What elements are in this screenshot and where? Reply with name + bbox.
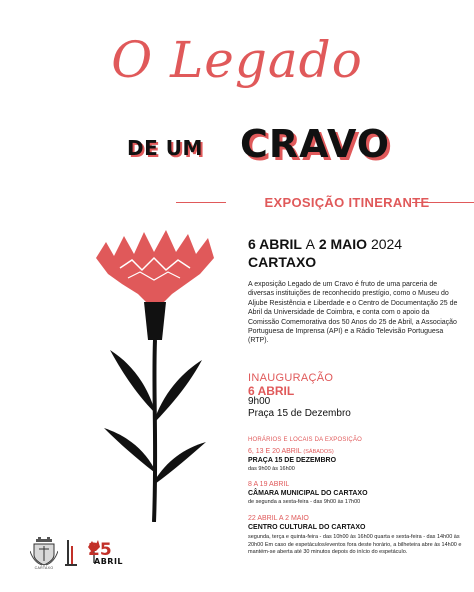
schedule-venue-2: CÂMARA MUNICIPAL DO CARTAXO bbox=[248, 490, 368, 497]
title-big: CRAVO bbox=[240, 122, 391, 166]
carnation-petals bbox=[96, 230, 214, 302]
schedule-hours-1: das 9h00 às 16h00 bbox=[248, 466, 295, 472]
inauguration-label: INAUGURAÇÃO bbox=[248, 372, 334, 384]
leaf-right-1 bbox=[155, 360, 202, 422]
schedule-date-2-text: 8 A 19 ABRIL bbox=[248, 481, 290, 488]
anniversary-word: ABRIL bbox=[94, 557, 124, 566]
description: A exposição Legado de um Cravo é fruto de uma parceria de diversas instituições de reconhecido prestígio, como o Museu do Aljube Resistência e Liberdade e o Centro de Documentação 25 de Abril da Universidade de Coimbra, e conta com o apoio da Comissão Comemorativa dos 50 Anos do 25 de Abril, a Associação Portuguesa de Imprensa (API) e a Rádio Televisão Portuguesa (RTP). bbox=[248, 281, 458, 345]
schedule-heading: HORÁRIOS E LOCAIS DA EXPOSIÇÃO bbox=[248, 437, 363, 443]
schedule-hours-2: de segunda a sexta-feira - das 9h00 às 17h00 bbox=[248, 499, 361, 505]
carnation-calyx bbox=[144, 302, 166, 340]
carnation-illustration bbox=[80, 222, 230, 522]
anniversary-number: 25 bbox=[88, 540, 112, 560]
divider-left bbox=[176, 202, 226, 203]
title-script: O Legado bbox=[111, 31, 363, 89]
leaf-right-2 bbox=[155, 442, 206, 484]
coat-of-arms-icon bbox=[30, 537, 58, 567]
date-separator: A bbox=[305, 236, 315, 252]
year: 2024 bbox=[370, 236, 403, 252]
leaf-left-1 bbox=[110, 350, 154, 412]
schedule-venue-3: CENTRO CULTURAL DO CARTAXO bbox=[248, 524, 366, 531]
inauguration-place: Praça 15 de Dezembro bbox=[248, 408, 351, 419]
end-date: 2 MAIO bbox=[318, 236, 368, 252]
schedule-date-3 bbox=[248, 515, 309, 522]
schedule-date-2 bbox=[248, 481, 289, 488]
schedule-date-1-extra: (SÁBADOS) bbox=[303, 449, 334, 455]
title-row bbox=[0, 122, 474, 168]
title-small: DE UM bbox=[127, 136, 203, 160]
schedule-venue-1: PRAÇA 15 DE DEZEMBRO bbox=[248, 457, 337, 464]
municipality-name: CARTAXO bbox=[34, 566, 54, 570]
subtitle: EXPOSIÇÃO ITINERANTE bbox=[264, 195, 430, 210]
schedule-date-1 bbox=[248, 448, 334, 455]
exhibition-place: CARTAXO bbox=[248, 254, 317, 270]
schedule-date-3-text: 22 ABRIL A 2 MAIO bbox=[248, 515, 309, 522]
inauguration-date: 6 ABRIL bbox=[248, 384, 295, 398]
exhibition-dates bbox=[248, 236, 402, 252]
schedule-date-1-text: 6, 13 E 20 ABRIL bbox=[248, 448, 302, 455]
leaf-left-2 bbox=[104, 428, 154, 472]
inauguration-time: 9h00 bbox=[248, 396, 271, 407]
carnation-stem bbox=[154, 340, 155, 522]
start-date: 6 ABRIL bbox=[248, 236, 302, 252]
schedule-hours-3: segunda, terça e quinta-feira - das 10h00 às 16h00 quarta e sexta-feira - das 14h00 às 20h00 Em caso de espetáculos/eventos fora deste horário, a bilheteira abre às 14h00 e mantém-se aberta até 30 minutos depois do início do espetáculo. bbox=[248, 534, 462, 555]
library-logo-icon bbox=[64, 538, 78, 568]
